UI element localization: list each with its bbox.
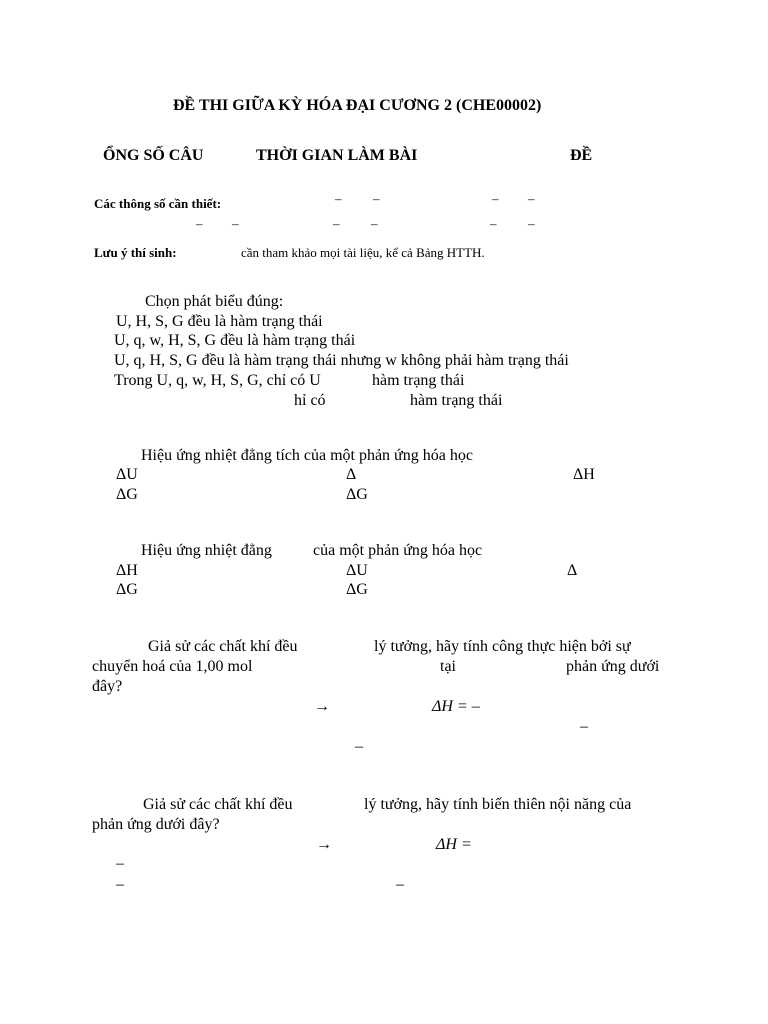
q5-dash: – [116,855,124,872]
q3-option-c: Δ [567,562,578,579]
note-label: Lưu ý thí sinh: [94,245,177,260]
q4-enthalpy: ΔH = – [432,698,480,715]
q5-line1-a: Giả sử các chất khí đều [143,796,293,813]
q4-line1-a: Giả sử các chất khí đều [148,638,298,655]
q5-enthalpy: ΔH = [436,836,472,853]
total-questions-label: ỔNG SỐ CÂU [103,147,204,164]
q1-option-c: U, q, H, S, G đều là hàm trạng thái nhưng w không phải hàm trạng thái [114,352,569,369]
q4-arrow-icon: → [314,698,330,715]
q5-arrow-icon: → [316,836,332,853]
q2-option-a: ΔU [116,466,138,483]
q5-line2: phản ứng dưới đây? [92,816,220,833]
param-dash: – [335,191,342,206]
q2-stem: Hiệu ứng nhiệt đẳng tích của một phản ứng hóa học [141,447,473,464]
q3-option-e: ΔG [346,581,368,598]
q1-stem: Chọn phát biểu đúng: [145,293,284,310]
q2-option-b: Δ [346,466,357,483]
q5-dash: – [396,876,404,893]
q4-dash: – [355,738,363,755]
q1-option-b: U, q, w, H, S, G đều là hàm trạng thái [114,332,356,349]
q1-option-a: U, H, S, G đều là hàm trạng thái [116,313,323,330]
q1-option-d: Trong U, q, w, H, S, G, chỉ có U [114,372,321,389]
q1-option-e-tail: hàm trạng thái [410,392,503,409]
params-label: Các thông số cần thiết: [94,196,222,211]
q3-stem: Hiệu ứng nhiệt đẳng [141,542,272,559]
q4-line2-c: phản ứng dưới [566,658,660,675]
param-dash: – [528,216,535,231]
q3-stem-tail: của một phản ứng hóa học [313,542,483,559]
q3-option-b: ΔU [346,562,368,579]
param-dash: – [528,191,535,206]
q1-option-d-tail: hàm trạng thái [372,372,465,389]
param-dash: – [490,216,497,231]
q1-option-e: hỉ có [294,392,326,409]
param-dash: – [333,216,340,231]
q2-option-d: ΔG [116,486,138,503]
q2-option-c: ΔH [573,466,595,483]
q2-option-e: ΔG [346,486,368,503]
q4-dash: – [580,718,588,735]
duration-label: THỜI GIAN LÀM BÀI [256,147,418,164]
exam-title: ĐỀ THI GIỮA KỲ HÓA ĐẠI CƯƠNG 2 (CHE00002) [173,97,542,114]
param-dash: – [232,216,239,231]
param-dash: – [371,216,378,231]
param-dash: – [492,191,499,206]
q4-line2-a: chuyển hoá của 1,00 mol [92,658,253,675]
q3-option-d: ΔG [116,581,138,598]
q4-line3: đây? [92,678,123,695]
q5-line1-b: lý tưởng, hãy tính biến thiên nội năng của [364,796,632,813]
param-dash: – [373,191,380,206]
q3-option-a: ΔH [116,562,138,579]
note-text: cần tham khảo mọi tài liệu, kể cả Bảng HTTH. [241,245,485,260]
q4-line2-b: tại [440,658,456,675]
q4-line1-b: lý tưởng, hãy tính công thực hiện bởi sự [374,638,631,655]
param-dash: – [196,216,203,231]
q5-dash: – [116,876,124,893]
exam-code-label: ĐỀ [570,147,593,164]
